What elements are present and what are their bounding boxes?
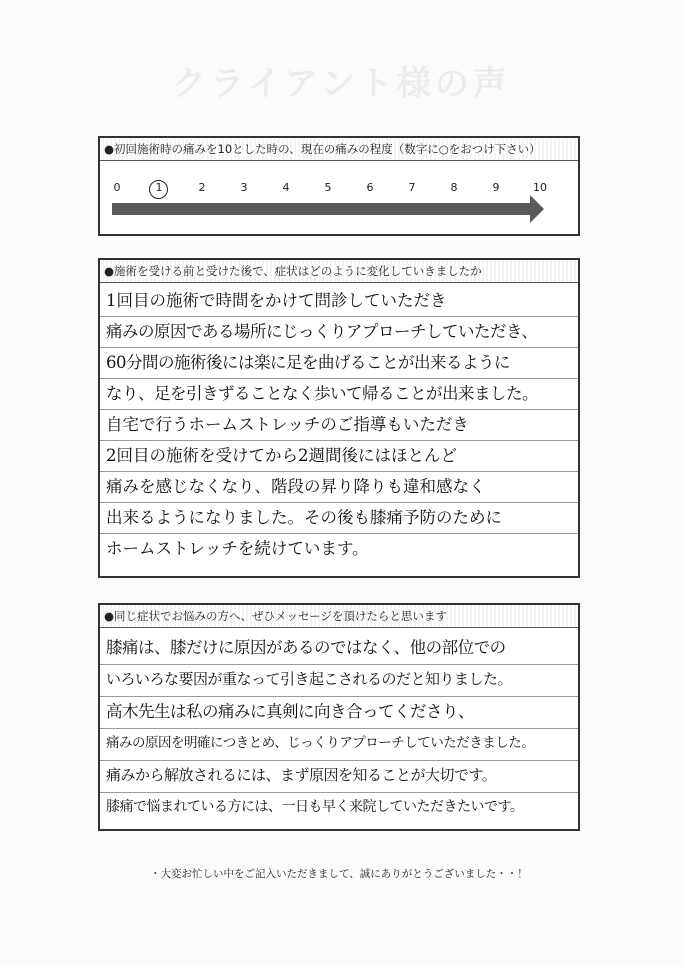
handwritten-line: 痛みの原因を明確につきとめ、じっくりアプローチしていただきました。 — [100, 729, 578, 761]
scale-number: 2 — [198, 181, 206, 194]
handwritten-line: 2回目の施術を受けてから2週間後にはほとんど — [100, 441, 578, 472]
handwritten-line: 膝痛は、膝だけに原因があるのではなく、他の部位での — [100, 633, 578, 665]
handwritten-line: 痛みから解放されるには、まず原因を知ることが大切です。 — [100, 761, 578, 793]
scale-number-selected: 1 — [155, 181, 163, 194]
handwritten-line: ホームストレッチを続けています。 — [106, 539, 369, 558]
scale-number: 9 — [492, 181, 500, 194]
handwritten-line: 痛みを感じなくなり、階段の昇り降りも違和感なく — [100, 472, 578, 503]
scale-number: 10 — [533, 181, 547, 194]
handwritten-line: 自宅で行うホームストレッチのご指導もいただき — [100, 410, 578, 441]
scale-number: 5 — [324, 181, 332, 194]
handwritten-line: 痛みの原因である場所にじっくりアプローチしていただき、 — [100, 317, 578, 348]
handwritten-line: 1回目の施術で時間をかけて問診していただき — [100, 286, 578, 317]
handwritten-line: 60分間の施術後には楽に足を曲げることが出来るように — [100, 348, 578, 379]
message-section — [98, 603, 580, 831]
handwritten-line: なり、足を引きずることなく歩いて帰ることが出来ました。 — [100, 379, 578, 410]
message-answer — [100, 633, 578, 829]
pain-scale-section — [98, 136, 580, 236]
change-section — [98, 258, 580, 578]
selection-circle-mark — [149, 180, 168, 199]
handwritten-line: 膝痛で悩まれている方には、一日も早く来院していただきたいです。 — [106, 799, 524, 815]
footer-thanks-note: ・大変お忙しい中をご記入いただきまして、誠にありがとうございました・・！ — [150, 868, 528, 880]
handwritten-line: 高木先生は私の痛みに真剣に向き合ってくださり、 — [100, 697, 578, 729]
page-title: クライアント様の声 — [172, 64, 511, 104]
handwritten-line: 出来るようになりました。その後も膝痛予防のために — [100, 503, 578, 534]
scale-arrow — [112, 203, 532, 215]
pain-scale-numbers — [100, 178, 578, 198]
scale-number: 7 — [408, 181, 416, 194]
scale-number: 8 — [450, 181, 458, 194]
scale-number: 0 — [113, 181, 121, 194]
scale-number: 3 — [240, 181, 248, 194]
scale-number: 4 — [282, 181, 290, 194]
pain-scale-header: ●初回施術時の痛みを10とした時の、現在の痛みの程度（数字に○をおつけ下さい） — [100, 138, 578, 161]
message-header: ●同じ症状でお悩みの方へ、ぜひメッセージを頂けたらと思います — [100, 605, 578, 628]
change-header: ●施術を受ける前と受けた後で、症状はどのように変化していきましたか — [100, 260, 578, 283]
handwritten-line: いろいろな要因が重なって引き起こされるのだと知りました。 — [100, 665, 578, 697]
change-answer — [100, 286, 578, 576]
scale-number: 6 — [366, 181, 374, 194]
